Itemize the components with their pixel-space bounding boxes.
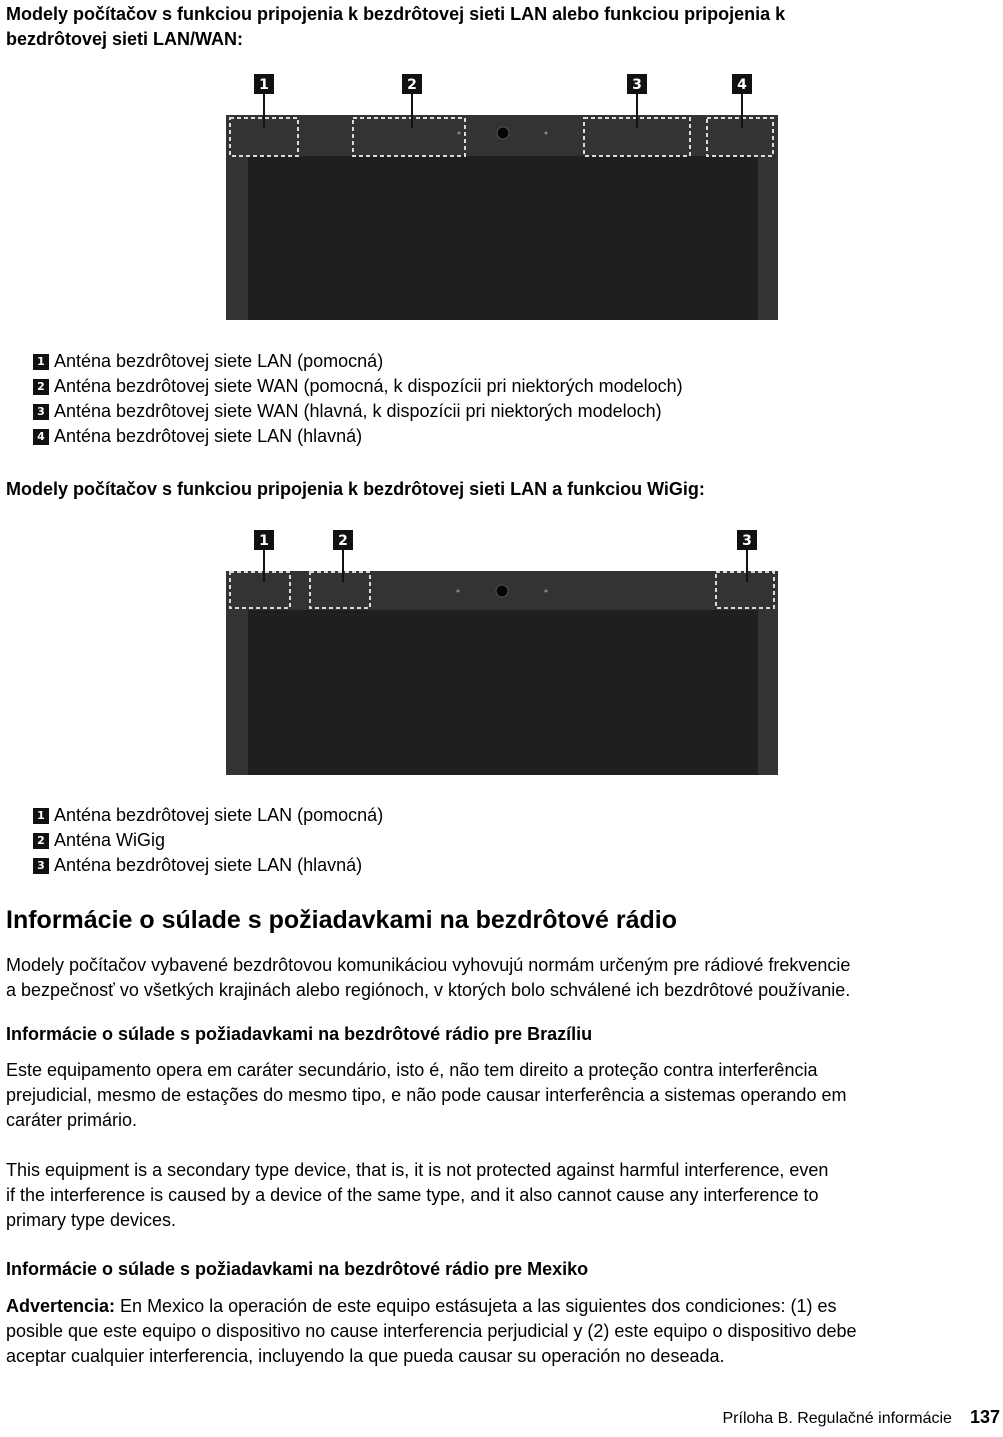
callout-label-1: 1 xyxy=(259,533,269,549)
brazil-portuguese-text xyxy=(6,1058,996,1133)
footer-chapter: Príloha B. Regulačné informácie xyxy=(722,1410,952,1427)
page-number: 137 xyxy=(969,1407,1000,1427)
advertencia-label: Advertencia: xyxy=(6,1296,116,1316)
pt-line: prejudicial, mesmo de estações do mesmo tipo, e não pode causar interferência a sistemas operando em xyxy=(6,1085,847,1105)
legend-text: Anténa bezdrôtovej siete LAN (pomocná) xyxy=(54,351,384,371)
callout-label-3: 3 xyxy=(632,77,642,93)
legend-item xyxy=(33,374,683,399)
legend-item xyxy=(33,399,683,424)
sensor-dot xyxy=(545,132,548,135)
legend-text: Anténa WiGig xyxy=(54,830,166,850)
legend-number: 3 xyxy=(33,858,49,874)
pt-line: Este equipamento opera em caráter secundário, isto é, não tem direito a proteção contra interferência xyxy=(6,1060,818,1080)
camera-icon xyxy=(497,127,509,139)
legend-lan-wan xyxy=(33,349,683,449)
legend-text: Anténa bezdrôtovej siete WAN (pomocná, k dispozícii pri niektorých modeloch) xyxy=(54,376,683,396)
legend-number: 1 xyxy=(33,354,49,370)
en-line: if the interference is caused by a device of the same type, and it also cannot cause any interference to xyxy=(6,1185,819,1205)
legend-text: Anténa bezdrôtovej siete LAN (pomocná) xyxy=(54,805,384,825)
mexico-line: posible que este equipo o dispositivo no cause interferencia perjudicial y (2) este equipo o dispositivo debe xyxy=(6,1321,857,1341)
legend-item xyxy=(33,853,383,878)
section1-title-line1: Modely počítačov s funkciou pripojenia k bezdrôtovej sieti LAN alebo funkciou pripojenia k xyxy=(6,4,786,24)
legend-number: 3 xyxy=(33,404,49,420)
sensor-dot xyxy=(545,590,548,593)
mexico-heading: Informácie o súlade s požiadavkami na bezdrôtové rádio pre Mexiko xyxy=(6,1259,589,1279)
sensor-dot xyxy=(457,590,460,593)
legend-number: 4 xyxy=(33,429,49,445)
brazil-english-text xyxy=(6,1158,996,1233)
en-line: This equipment is a secondary type device, that is, it is not protected against harmful interference, even xyxy=(6,1160,829,1180)
legend-number: 2 xyxy=(33,833,49,849)
section1-title-line2: bezdrôtovej sieti LAN/WAN: xyxy=(6,29,244,49)
legend-text: Anténa bezdrôtovej siete LAN (hlavná) xyxy=(54,426,363,446)
legend-item xyxy=(33,828,383,853)
callout-label-2: 2 xyxy=(407,77,417,93)
callout-label-2: 2 xyxy=(338,533,348,549)
mexico-line: En Mexico la operación de este equipo estásujeta a las siguientes dos condiciones: (1) es xyxy=(115,1296,837,1316)
compliance-intro xyxy=(6,953,996,1003)
compliance-heading: Informácie o súlade s požiadavkami na bezdrôtové rádio xyxy=(6,906,678,934)
section2-title: Modely počítačov s funkciou pripojenia k bezdrôtovej sieti LAN a funkciou WiGig: xyxy=(6,479,705,499)
legend-item xyxy=(33,349,683,374)
antenna-figure-lan-wan xyxy=(226,70,781,322)
page-footer xyxy=(723,1407,1001,1428)
brazil-heading: Informácie o súlade s požiadavkami na bezdrôtové rádio pre Brazíliu xyxy=(6,1024,593,1044)
mexico-text xyxy=(6,1294,996,1369)
intro-line: Modely počítačov vybavené bezdrôtovou komunikáciou vyhovujú normám určeným pre rádiové frekvencie xyxy=(6,955,851,975)
pt-line: caráter primário. xyxy=(6,1110,138,1130)
mexico-line: aceptar cualquier interferencia, incluyendo la que pueda causar su operación no deseada. xyxy=(6,1346,725,1366)
legend-lan-wigig xyxy=(33,803,383,878)
legend-text: Anténa bezdrôtovej siete WAN (hlavná, k dispozícii pri niektorých modeloch) xyxy=(54,401,662,421)
callout-label-3: 3 xyxy=(742,533,752,549)
callout-label-4: 4 xyxy=(737,77,747,93)
legend-item xyxy=(33,424,683,449)
callout-label-1: 1 xyxy=(259,77,269,93)
camera-icon xyxy=(496,585,508,597)
display-screen xyxy=(248,610,758,775)
antenna-figure-lan-wigig xyxy=(226,528,781,778)
legend-number: 2 xyxy=(33,379,49,395)
legend-text: Anténa bezdrôtovej siete LAN (hlavná) xyxy=(54,855,363,875)
intro-line: a bezpečnosť vo všetkých krajinách alebo regiónoch, v ktorých bolo schválené ich bezdrôtové používanie. xyxy=(6,980,851,1000)
legend-number: 1 xyxy=(33,808,49,824)
section1-title xyxy=(6,2,785,52)
legend-item xyxy=(33,803,383,828)
sensor-dot xyxy=(458,132,461,135)
en-line: primary type devices. xyxy=(6,1210,177,1230)
display-screen xyxy=(248,156,758,320)
